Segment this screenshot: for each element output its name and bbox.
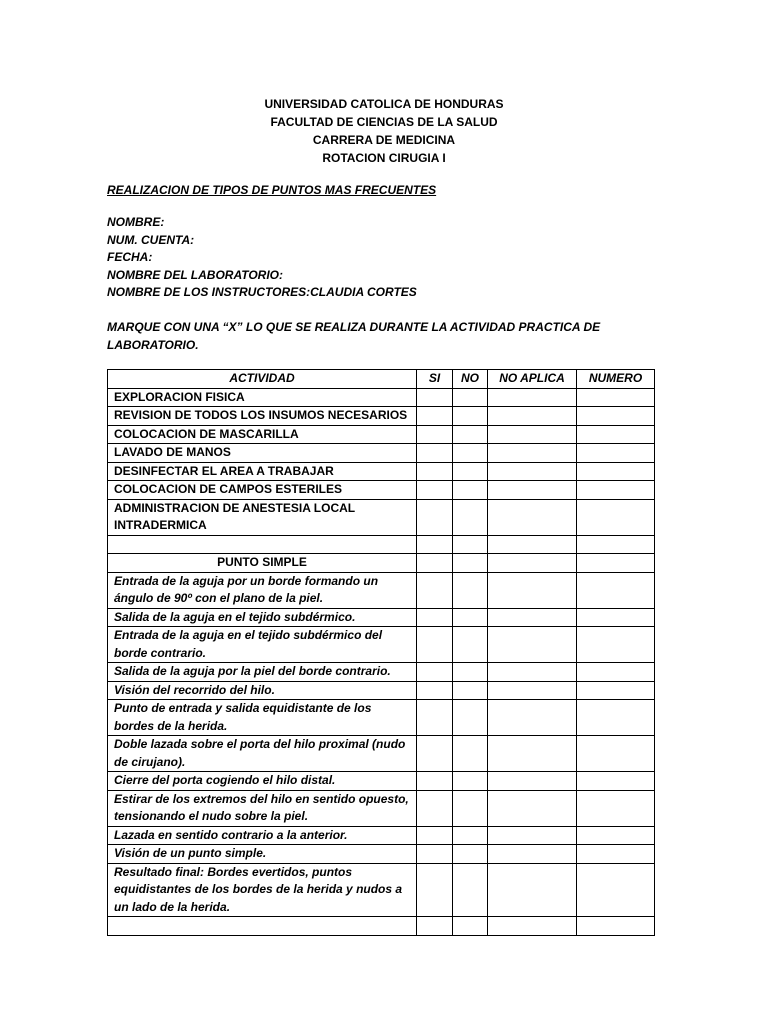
si-cell[interactable] <box>417 462 453 481</box>
no-aplica-cell[interactable] <box>488 772 577 791</box>
no-cell[interactable] <box>453 627 488 663</box>
header-numero: NUMERO <box>577 370 655 389</box>
numero-cell[interactable] <box>577 663 655 682</box>
no-cell[interactable] <box>453 444 488 463</box>
activity-cell: Doble lazada sobre el porta del hilo proximal (nudo de cirujano). <box>108 736 417 772</box>
no-aplica-cell[interactable] <box>488 572 577 608</box>
no-aplica-cell[interactable] <box>488 663 577 682</box>
si-cell[interactable] <box>417 572 453 608</box>
si-cell[interactable] <box>417 790 453 826</box>
no-aplica-cell[interactable] <box>488 845 577 864</box>
no-cell[interactable] <box>453 736 488 772</box>
no-cell[interactable] <box>453 863 488 917</box>
activity-cell <box>108 917 417 936</box>
table-row <box>108 700 655 736</box>
header-activity: ACTIVIDAD <box>108 370 417 389</box>
no-aplica-cell[interactable] <box>488 499 577 535</box>
numero-cell[interactable] <box>577 917 655 936</box>
no-cell[interactable] <box>453 790 488 826</box>
header-si: SI <box>417 370 453 389</box>
no-aplica-cell[interactable] <box>488 425 577 444</box>
si-cell[interactable] <box>417 627 453 663</box>
activity-cell: ADMINISTRACION DE ANESTESIA LOCAL INTRADERMICA <box>108 499 417 535</box>
activity-cell: COLOCACION DE CAMPOS ESTERILES <box>108 481 417 500</box>
numero-cell[interactable] <box>577 826 655 845</box>
table-row <box>108 535 655 554</box>
no-aplica-cell[interactable] <box>488 917 577 936</box>
activity-cell: REVISION DE TODOS LOS INSUMOS NECESARIOS <box>108 407 417 426</box>
si-cell[interactable] <box>417 388 453 407</box>
si-cell[interactable] <box>417 535 453 554</box>
no-cell[interactable] <box>453 481 488 500</box>
document-subtitle: REALIZACION DE TIPOS DE PUNTOS MAS FRECUENTES <box>107 183 437 197</box>
si-cell[interactable] <box>417 499 453 535</box>
activity-cell: Salida de la aguja en el tejido subdérmico. <box>108 608 417 627</box>
activity-cell: Cierre del porta cogiendo el hilo distal. <box>108 772 417 791</box>
date-field-label: FECHA: <box>107 250 153 264</box>
table-row <box>108 554 655 573</box>
no-cell[interactable] <box>453 700 488 736</box>
no-aplica-cell[interactable] <box>488 863 577 917</box>
activity-cell: Entrada de la aguja en el tejido subdérmico del borde contrario. <box>108 627 417 663</box>
si-cell[interactable] <box>417 425 453 444</box>
no-cell[interactable] <box>453 681 488 700</box>
si-cell[interactable] <box>417 772 453 791</box>
numero-cell[interactable] <box>577 535 655 554</box>
numero-cell[interactable] <box>577 700 655 736</box>
numero-cell[interactable] <box>577 736 655 772</box>
checklist-table <box>107 369 655 936</box>
table-row <box>108 425 655 444</box>
no-cell[interactable] <box>453 917 488 936</box>
university-name: UNIVERSIDAD CATOLICA DE HONDURAS <box>264 97 504 111</box>
activity-cell: Entrada de la aguja por un borde formando un ángulo de 90º con el plano de la piel. <box>108 572 417 608</box>
career-name: CARRERA DE MEDICINA <box>312 133 456 147</box>
table-row <box>108 845 655 864</box>
activity-cell: Visión del recorrido del hilo. <box>108 681 417 700</box>
si-cell[interactable] <box>417 663 453 682</box>
si-cell[interactable] <box>417 826 453 845</box>
no-cell[interactable] <box>453 608 488 627</box>
instructors-field-label: NOMBRE DE LOS INSTRUCTORES:CLAUDIA CORTES <box>107 285 417 299</box>
no-aplica-cell[interactable] <box>488 681 577 700</box>
numero-cell[interactable] <box>577 444 655 463</box>
no-cell[interactable] <box>453 499 488 535</box>
si-cell[interactable] <box>417 700 453 736</box>
no-cell[interactable] <box>453 554 488 573</box>
numero-cell[interactable] <box>577 388 655 407</box>
si-cell[interactable] <box>417 681 453 700</box>
numero-cell[interactable] <box>577 462 655 481</box>
table-row <box>108 772 655 791</box>
numero-cell[interactable] <box>577 681 655 700</box>
si-cell[interactable] <box>417 736 453 772</box>
table-row <box>108 917 655 936</box>
no-cell[interactable] <box>453 425 488 444</box>
table-row <box>108 608 655 627</box>
no-cell[interactable] <box>453 462 488 481</box>
table-row <box>108 462 655 481</box>
student-fields <box>107 214 417 302</box>
activity-cell: Lazada en sentido contrario a la anterior. <box>108 826 417 845</box>
table-row <box>108 863 655 917</box>
table-row <box>108 388 655 407</box>
si-cell[interactable] <box>417 863 453 917</box>
numero-cell[interactable] <box>577 772 655 791</box>
account-field-label: NUM. CUENTA: <box>107 232 195 247</box>
numero-cell[interactable] <box>577 627 655 663</box>
no-aplica-cell[interactable] <box>488 554 577 573</box>
faculty-name: FACULTAD DE CIENCIAS DE LA SALUD <box>270 115 498 129</box>
table-row <box>108 481 655 500</box>
numero-cell[interactable] <box>577 790 655 826</box>
no-aplica-cell[interactable] <box>488 462 577 481</box>
numero-cell[interactable] <box>577 572 655 608</box>
no-aplica-cell[interactable] <box>488 444 577 463</box>
numero-cell[interactable] <box>577 499 655 535</box>
activity-cell: Salida de la aguja por la piel del borde contrario. <box>108 663 417 682</box>
no-aplica-cell[interactable] <box>488 407 577 426</box>
si-cell[interactable] <box>417 608 453 627</box>
table-row <box>108 681 655 700</box>
si-cell[interactable] <box>417 917 453 936</box>
no-cell[interactable] <box>453 407 488 426</box>
si-cell[interactable] <box>417 444 453 463</box>
si-cell[interactable] <box>417 481 453 500</box>
numero-cell[interactable] <box>577 481 655 500</box>
rotation-name: ROTACION CIRUGIA I <box>322 151 446 165</box>
table-row <box>108 627 655 663</box>
no-cell[interactable] <box>453 663 488 682</box>
activity-cell: PUNTO SIMPLE <box>108 554 417 573</box>
table-row <box>108 572 655 608</box>
name-field-label: NOMBRE: <box>107 215 165 229</box>
instruction-text: MARQUE CON UNA “X” LO QUE SE REALIZA DURANTE LA ACTIVIDAD PRACTICA DE LABORATORIO. <box>107 320 601 352</box>
no-aplica-cell[interactable] <box>488 627 577 663</box>
si-cell[interactable] <box>417 554 453 573</box>
no-cell[interactable] <box>453 845 488 864</box>
no-aplica-cell[interactable] <box>488 700 577 736</box>
checklist-header-row <box>108 370 655 389</box>
table-row <box>108 444 655 463</box>
no-aplica-cell[interactable] <box>488 736 577 772</box>
header-no-aplica: NO APLICA <box>488 370 577 389</box>
numero-cell[interactable] <box>577 407 655 426</box>
no-aplica-cell[interactable] <box>488 790 577 826</box>
numero-cell[interactable] <box>577 425 655 444</box>
activity-cell: Visión de un punto simple. <box>108 845 417 864</box>
no-aplica-cell[interactable] <box>488 481 577 500</box>
table-row <box>108 790 655 826</box>
no-cell[interactable] <box>453 535 488 554</box>
activity-cell: COLOCACION DE MASCARILLA <box>108 425 417 444</box>
numero-cell[interactable] <box>577 608 655 627</box>
activity-cell <box>108 535 417 554</box>
no-aplica-cell[interactable] <box>488 608 577 627</box>
activity-cell: DESINFECTAR EL AREA A TRABAJAR <box>108 462 417 481</box>
table-row <box>108 736 655 772</box>
numero-cell[interactable] <box>577 863 655 917</box>
activity-cell: Punto de entrada y salida equidistante de los bordes de la herida. <box>108 700 417 736</box>
table-row <box>108 499 655 535</box>
no-cell[interactable] <box>453 772 488 791</box>
table-row <box>108 407 655 426</box>
table-row <box>108 826 655 845</box>
si-cell[interactable] <box>417 407 453 426</box>
no-cell[interactable] <box>453 572 488 608</box>
lab-field-label: NOMBRE DEL LABORATORIO: <box>107 267 283 282</box>
table-row <box>108 663 655 682</box>
activity-cell: Resultado final: Bordes evertidos, puntos equidistantes de los bordes de la herida y nudos a un lado de la herida. <box>108 863 417 917</box>
si-cell[interactable] <box>417 845 453 864</box>
document-header <box>0 95 768 167</box>
numero-cell[interactable] <box>577 554 655 573</box>
no-cell[interactable] <box>453 826 488 845</box>
activity-cell: Estirar de los extremos del hilo en sentido opuesto, tensionando el nudo sobre la piel. <box>108 790 417 826</box>
no-aplica-cell[interactable] <box>488 826 577 845</box>
activity-cell: EXPLORACION FISICA <box>108 388 417 407</box>
no-aplica-cell[interactable] <box>488 388 577 407</box>
no-aplica-cell[interactable] <box>488 535 577 554</box>
header-no: NO <box>453 370 488 389</box>
numero-cell[interactable] <box>577 845 655 864</box>
no-cell[interactable] <box>453 388 488 407</box>
activity-cell: LAVADO DE MANOS <box>108 444 417 463</box>
